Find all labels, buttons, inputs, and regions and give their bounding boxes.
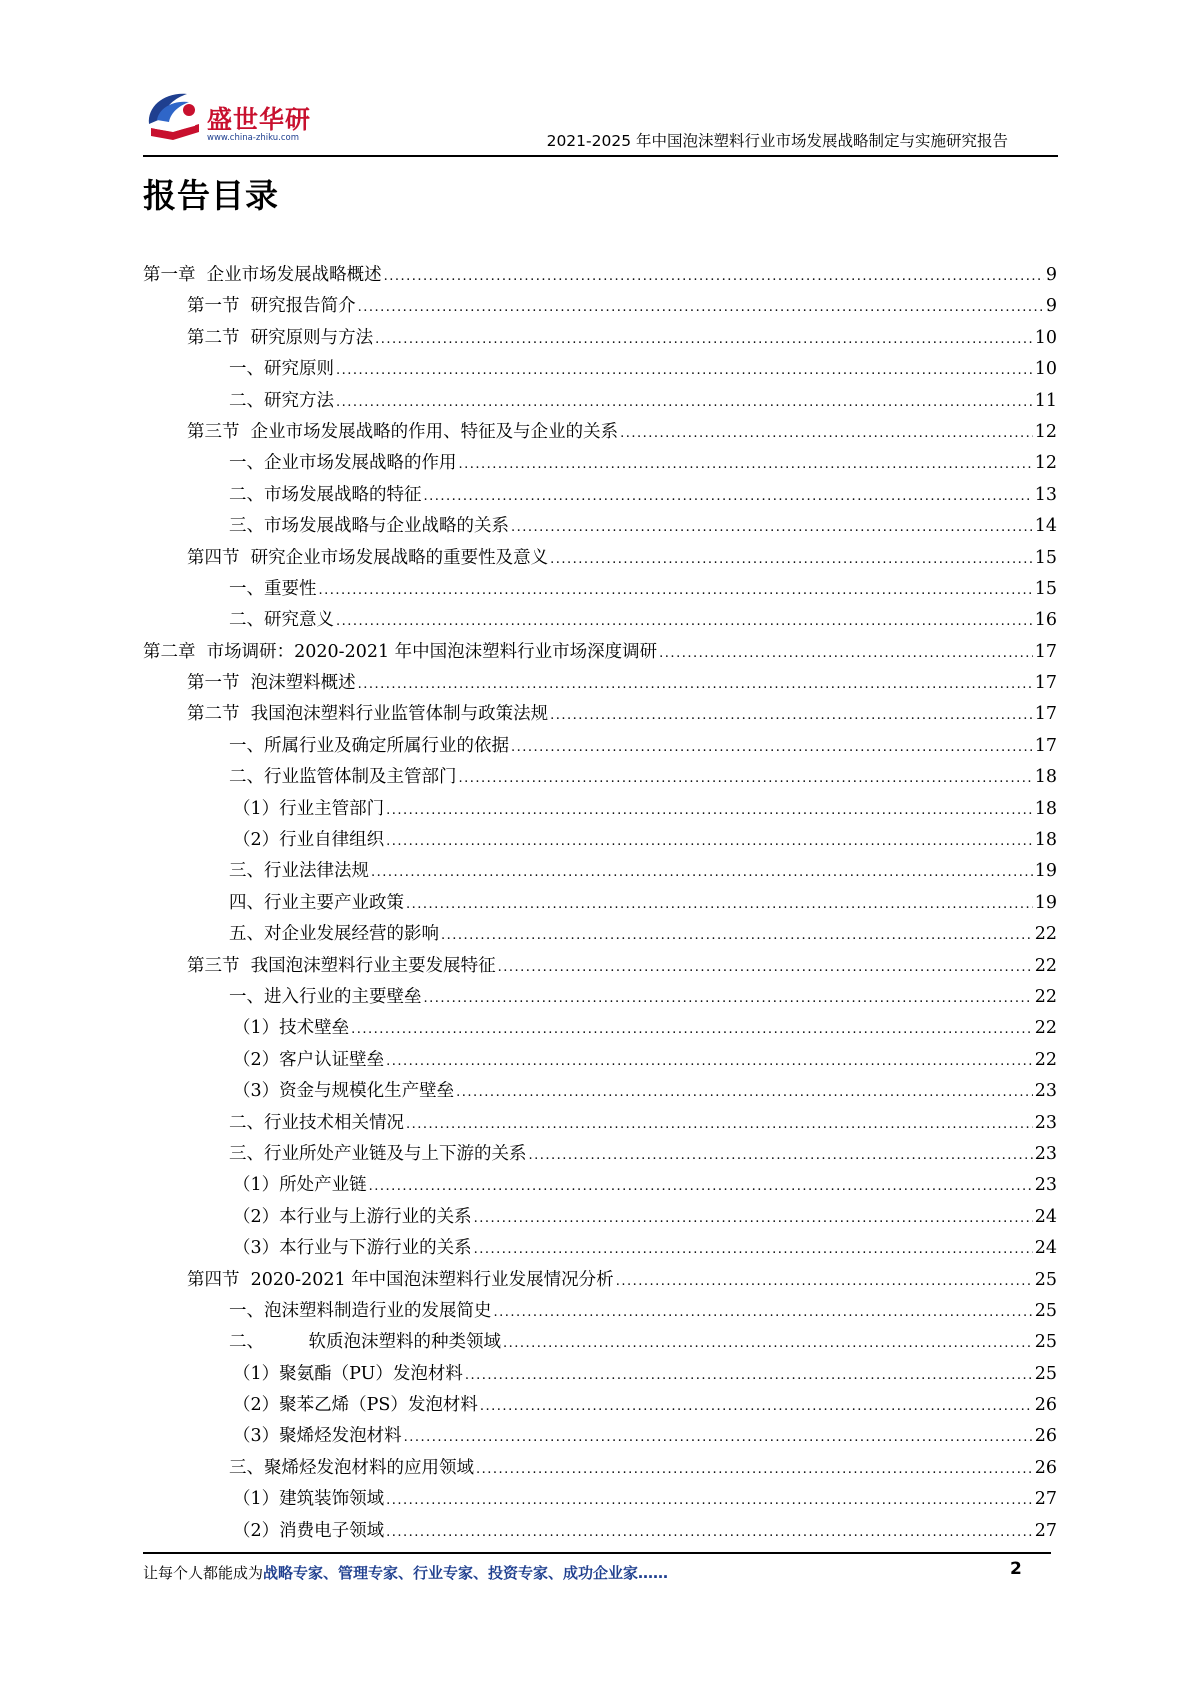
toc-entry-label: 二、行业技术相关情况 — [229, 1112, 404, 1133]
toc-entry[interactable] — [143, 1265, 1057, 1296]
toc-entry-label: 二、行业监管体制及主管部门 — [229, 767, 457, 788]
toc-entry-label: 一、所属行业及确定所属行业的依据 — [229, 735, 509, 756]
toc-dot-leader — [498, 952, 1033, 983]
toc-entry-label: 第一节 研究报告简介 — [187, 296, 356, 317]
toc-entry[interactable] — [143, 1296, 1057, 1327]
toc-entry-page: 15 — [1034, 578, 1057, 599]
toc-entry-label: 五、对企业发展经营的影响 — [229, 924, 439, 945]
toc-dot-leader — [494, 1297, 1033, 1328]
toc-dot-leader — [386, 1046, 1033, 1077]
toc-entry-label: 三、市场发展战略与企业战略的关系 — [229, 516, 509, 537]
toc-entry-label: 一、重要性 — [229, 578, 317, 599]
toc-entry-page: 22 — [1034, 986, 1057, 1007]
toc-entry[interactable] — [143, 919, 1057, 950]
toc-entry[interactable] — [143, 1390, 1057, 1421]
toc-entry-page: 10 — [1034, 327, 1057, 348]
toc-entry[interactable] — [143, 1045, 1057, 1076]
toc-dot-leader — [386, 1517, 1033, 1548]
logo-text: 盛世华研 — [207, 105, 312, 134]
toc-entry-label: 一、企业市场发展战略的作用 — [229, 453, 457, 474]
toc-entry[interactable] — [143, 1327, 1057, 1358]
toc-entry-page: 22 — [1034, 955, 1057, 976]
toc-entry[interactable] — [143, 762, 1057, 793]
toc-entry[interactable] — [143, 448, 1057, 479]
toc-entry-page: 25 — [1034, 1363, 1057, 1384]
toc-entry[interactable] — [143, 699, 1057, 730]
toc-dot-leader — [474, 1203, 1033, 1234]
toc-dot-leader — [336, 606, 1033, 637]
page-header — [143, 78, 1058, 160]
toc-entry-page: 27 — [1034, 1520, 1057, 1541]
toc-dot-leader — [336, 355, 1033, 386]
toc-entry[interactable] — [143, 1453, 1057, 1484]
toc-dot-leader — [529, 1140, 1033, 1171]
toc-entry-label: （2）客户认证壁垒 — [233, 1049, 385, 1070]
toc-entry[interactable] — [143, 1359, 1057, 1390]
toc-entry-label: 第一节 泡沫塑料概述 — [187, 673, 356, 694]
toc-entry-page: 17 — [1034, 673, 1057, 694]
toc-entry-page: 25 — [1034, 1300, 1057, 1321]
toc-entry-label: 二、研究意义 — [229, 610, 334, 631]
toc-entry-page: 24 — [1034, 1238, 1057, 1259]
toc-entry[interactable] — [143, 354, 1057, 385]
toc-entry-label: 第四节 研究企业市场发展战略的重要性及意义 — [187, 547, 549, 568]
toc-entry-page: 23 — [1034, 1081, 1057, 1102]
toc-entry-page: 17 — [1034, 704, 1057, 725]
toc-dot-leader — [511, 512, 1033, 543]
toc-dot-leader — [659, 638, 1033, 669]
toc-dot-leader — [503, 1328, 1033, 1359]
toc-entry[interactable] — [143, 291, 1057, 322]
toc-dot-leader — [386, 795, 1033, 826]
toc-entry[interactable] — [143, 1013, 1057, 1044]
toc-entry[interactable] — [143, 1421, 1057, 1452]
toc-dot-leader — [465, 1360, 1033, 1391]
logo-url: www.china-zhiku.com — [207, 133, 299, 143]
footer-slogan-highlight: 战略专家、管理专家、行业专家、投资专家、成功企业家…… — [263, 1564, 669, 1582]
toc-dot-leader — [406, 1109, 1033, 1140]
toc-dot-leader — [384, 261, 1044, 292]
toc-entry-page: 9 — [1045, 296, 1057, 317]
toc-entry-page: 18 — [1034, 830, 1057, 851]
toc-dot-leader — [386, 1485, 1033, 1516]
toc-entry[interactable] — [143, 1108, 1057, 1139]
toc-entry[interactable] — [143, 1170, 1057, 1201]
toc-entry[interactable] — [143, 888, 1057, 919]
toc-entry-page: 24 — [1034, 1206, 1057, 1227]
toc-entry[interactable] — [143, 417, 1057, 448]
footer-slogan-prefix: 让每个人都能成为 — [143, 1564, 264, 1582]
toc-entry-label: 第二章 市场调研：2020-2021 年中国泡沫塑料行业市场深度调研 — [143, 641, 658, 662]
toc-dot-leader — [459, 449, 1033, 480]
toc-entry-page: 17 — [1034, 735, 1057, 756]
toc-entry-label: （2）行业自律组织 — [233, 830, 385, 851]
header-divider — [143, 155, 1058, 157]
toc-entry[interactable] — [143, 637, 1057, 668]
toc-entry-page: 12 — [1034, 421, 1057, 442]
toc-entry[interactable] — [143, 1202, 1057, 1233]
toc-entry[interactable] — [143, 731, 1057, 762]
toc-dot-leader — [474, 1234, 1033, 1265]
page-number: 2 — [1010, 1559, 1022, 1579]
toc-entry[interactable] — [143, 825, 1057, 856]
toc-dot-leader — [476, 1454, 1033, 1485]
toc-entry-page: 18 — [1034, 798, 1057, 819]
footer-slogan — [143, 1562, 668, 1583]
toc-dot-leader — [459, 763, 1033, 794]
toc-entry[interactable] — [143, 386, 1057, 417]
toc-entry-page: 17 — [1034, 641, 1057, 662]
toc-entry[interactable] — [143, 323, 1057, 354]
toc-entry-label: 二、市场发展战略的特征 — [229, 484, 422, 505]
toc-dot-leader — [358, 292, 1044, 323]
toc-dot-leader — [358, 669, 1033, 700]
page-title: 报告目录 — [143, 176, 279, 215]
toc-entry-label: 第一章 企业市场发展战略概述 — [143, 265, 382, 285]
toc-entry-label: （2）聚苯乙烯（PS）发泡材料 — [233, 1395, 478, 1416]
toc-entry[interactable] — [143, 1233, 1057, 1264]
toc-entry-label: 第二节 研究原则与方法 — [187, 327, 374, 348]
toc-entry[interactable] — [143, 511, 1057, 542]
toc-dot-leader — [480, 1391, 1033, 1422]
toc-entry-page: 11 — [1034, 390, 1057, 411]
toc-entry-page: 22 — [1034, 1018, 1057, 1039]
toc-entry-page: 23 — [1034, 1112, 1057, 1133]
toc-dot-leader — [319, 575, 1033, 606]
toc-entry-label: （1）建筑装饰领域 — [233, 1489, 385, 1510]
toc-dot-leader — [336, 387, 1033, 418]
toc-entry[interactable] — [143, 605, 1057, 636]
toc-entry-label: 第三节 我国泡沫塑料行业主要发展特征 — [187, 955, 496, 976]
toc-entry-page: 22 — [1034, 924, 1057, 945]
toc-dot-leader — [371, 857, 1033, 888]
toc-entry-label: （2）消费电子领域 — [233, 1520, 385, 1541]
toc-entry-label: 第四节 2020-2021 年中国泡沫塑料行业发展情况分析 — [187, 1269, 614, 1290]
toc-entry[interactable] — [143, 951, 1057, 982]
footer-divider — [143, 1552, 1051, 1554]
toc-entry-page: 26 — [1034, 1395, 1057, 1416]
toc-entry-label: （1）所处产业链 — [233, 1175, 367, 1196]
toc-entry[interactable] — [143, 982, 1057, 1013]
toc-entry-label: （3）本行业与下游行业的关系 — [233, 1238, 472, 1259]
toc-entry-label: （2）本行业与上游行业的关系 — [233, 1206, 472, 1227]
toc-entry[interactable] — [143, 260, 1057, 291]
table-of-contents — [143, 260, 1057, 1547]
toc-entry-label: 一、进入行业的主要壁垒 — [229, 986, 422, 1007]
toc-entry-page: 26 — [1034, 1426, 1057, 1447]
toc-entry-page: 13 — [1034, 484, 1057, 505]
toc-entry-label: 第二节 我国泡沫塑料行业监管体制与政策法规 — [187, 704, 549, 725]
toc-entry-label: 三、聚烯烃发泡材料的应用领域 — [229, 1457, 474, 1478]
toc-dot-leader — [375, 324, 1033, 355]
toc-entry-page: 15 — [1034, 547, 1057, 568]
toc-dot-leader — [620, 418, 1033, 449]
toc-dot-leader — [441, 920, 1033, 951]
toc-entry-label: （1）聚氨酯（PU）发泡材料 — [233, 1363, 463, 1384]
toc-entry[interactable] — [143, 794, 1057, 825]
toc-entry[interactable] — [143, 1139, 1057, 1170]
toc-entry[interactable] — [143, 1484, 1057, 1515]
toc-entry-page: 16 — [1034, 610, 1057, 631]
company-logo — [143, 78, 343, 150]
document-title: 2021-2025 年中国泡沫塑料行业市场发展战略制定与实施研究报告 — [546, 132, 1008, 150]
toc-entry-label: 四、行业主要产业政策 — [229, 892, 404, 913]
toc-dot-leader — [369, 1171, 1033, 1202]
toc-entry[interactable] — [143, 574, 1057, 605]
toc-entry-page: 19 — [1034, 861, 1057, 882]
toc-entry-page: 19 — [1034, 892, 1057, 913]
toc-dot-leader — [386, 826, 1033, 857]
toc-entry-label: （3）聚烯烃发泡材料 — [233, 1426, 402, 1447]
toc-dot-leader — [424, 983, 1033, 1014]
toc-dot-leader — [406, 889, 1033, 920]
toc-entry-page: 23 — [1034, 1175, 1057, 1196]
toc-entry[interactable] — [143, 480, 1057, 511]
toc-entry-page: 25 — [1034, 1332, 1057, 1353]
toc-dot-leader — [550, 700, 1033, 731]
toc-entry-label: 三、行业所处产业链及与上下游的关系 — [229, 1143, 527, 1164]
toc-entry-page: 9 — [1045, 265, 1057, 285]
toc-dot-leader — [550, 544, 1033, 575]
toc-entry[interactable] — [143, 856, 1057, 887]
toc-entry-page: 14 — [1034, 516, 1057, 537]
logo-emblem-icon — [143, 84, 207, 146]
toc-entry-label: （3）资金与规模化生产壁垒 — [233, 1081, 455, 1102]
toc-entry-label: 第三节 企业市场发展战略的作用、特征及与企业的关系 — [187, 421, 619, 442]
toc-entry[interactable] — [143, 543, 1057, 574]
toc-dot-leader — [511, 732, 1033, 763]
toc-dot-leader — [351, 1014, 1033, 1045]
toc-entry[interactable] — [143, 668, 1057, 699]
toc-dot-leader — [616, 1266, 1033, 1297]
toc-entry-label: 一、泡沫塑料制造行业的发展简史 — [229, 1300, 492, 1321]
toc-entry-page: 10 — [1034, 359, 1057, 380]
toc-dot-leader — [424, 481, 1033, 512]
toc-entry[interactable] — [143, 1516, 1057, 1547]
toc-entry-label: 一、研究原则 — [229, 359, 334, 380]
toc-entry-page: 26 — [1034, 1457, 1057, 1478]
toc-entry-page: 27 — [1034, 1489, 1057, 1510]
toc-entry-page: 18 — [1034, 767, 1057, 788]
toc-entry-label: （1）行业主管部门 — [233, 798, 385, 819]
toc-entry-page: 25 — [1034, 1269, 1057, 1290]
toc-entry-label: 二、研究方法 — [229, 390, 334, 411]
toc-entry-page: 22 — [1034, 1049, 1057, 1070]
toc-entry-page: 23 — [1034, 1143, 1057, 1164]
toc-entry[interactable] — [143, 1076, 1057, 1107]
toc-entry-label: （1）技术壁垒 — [233, 1018, 350, 1039]
toc-dot-leader — [456, 1077, 1033, 1108]
toc-dot-leader — [404, 1422, 1033, 1453]
toc-entry-label: 二、 软质泡沫塑料的种类领域 — [229, 1332, 502, 1353]
toc-entry-page: 12 — [1034, 453, 1057, 474]
toc-entry-label: 三、行业法律法规 — [229, 861, 369, 882]
